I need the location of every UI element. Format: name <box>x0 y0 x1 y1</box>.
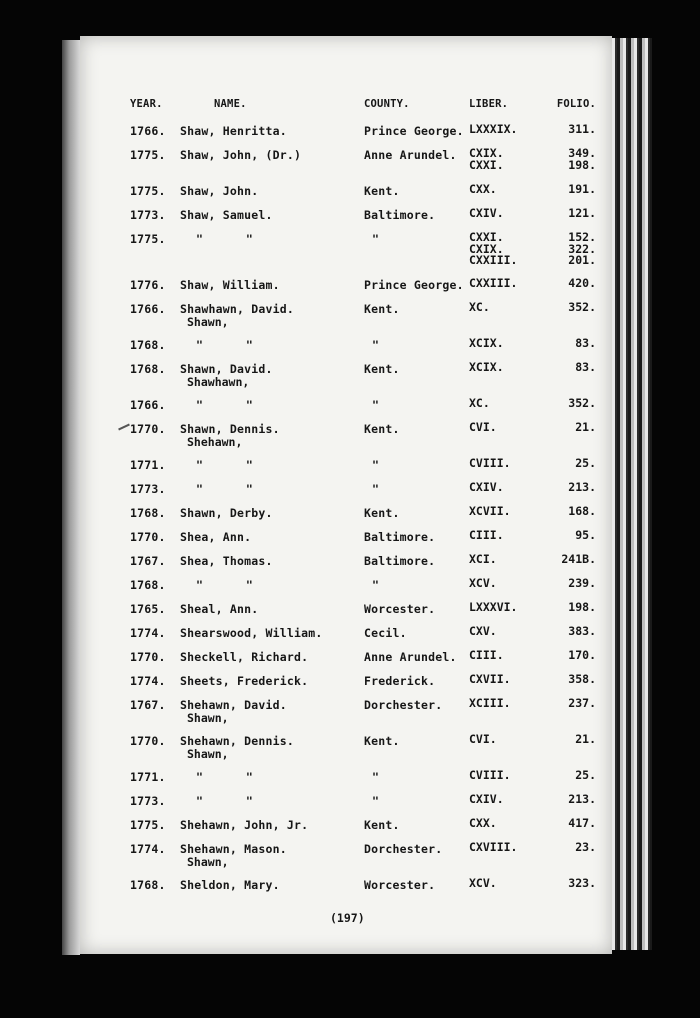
header-liber: LIBER. <box>469 98 509 110</box>
folio-value: 198. <box>568 157 596 172</box>
table-row <box>0 794 700 814</box>
folio-value: 213. <box>568 792 596 806</box>
liber-value: CVIII. <box>469 456 511 470</box>
folio-value: 25. <box>575 456 596 470</box>
entry-folio <box>568 302 596 314</box>
entry-year: 1773. <box>130 794 166 808</box>
table-row <box>0 300 700 329</box>
entry-county: Cecil. <box>364 626 407 640</box>
entry-folio <box>575 338 596 350</box>
entry-liber <box>469 698 511 710</box>
folio-value: 21. <box>575 732 596 746</box>
entry-folio <box>568 184 596 196</box>
entry-county: " <box>372 458 380 472</box>
entry-name: Shawn, Derby. <box>180 506 273 520</box>
liber-value: XCIX. <box>469 360 504 374</box>
entry-name: Shea, Ann. <box>180 530 252 544</box>
entry-name: " " <box>196 794 253 808</box>
table-row <box>0 420 700 449</box>
entry-name: Shawhawn, David. <box>180 302 294 316</box>
entry-folio <box>568 650 596 662</box>
entry-year: 1768. <box>130 578 166 592</box>
entry-name: " " <box>196 458 253 472</box>
liber-value: CXXI. <box>469 230 504 244</box>
entry-name: Shawn, Dennis. <box>180 422 280 436</box>
entry-alias: Shehawn, <box>187 435 243 449</box>
liber-value: CXIV. <box>469 480 504 494</box>
entry-liber <box>469 278 517 290</box>
entry-year: 1773. <box>130 208 166 222</box>
liber-value: CXXIII. <box>469 276 518 290</box>
entry-folio <box>568 278 596 290</box>
entry-county: Baltimore. <box>364 208 436 222</box>
entry-name: " " <box>196 232 253 246</box>
liber-value: CVI. <box>469 420 497 434</box>
table-row <box>0 458 700 478</box>
entry-name: Sheldon, Mary. <box>180 878 280 892</box>
entry-county: Frederick. <box>364 674 436 688</box>
entry-folio <box>568 602 596 614</box>
folio-value: 349. <box>568 146 596 160</box>
entry-name: " " <box>196 482 253 496</box>
entry-county: Kent. <box>364 184 400 198</box>
entry-county: Worcester. <box>364 602 436 616</box>
entry-county: Anne Arundel. <box>364 650 457 664</box>
entry-name: Shaw, William. <box>180 278 280 292</box>
folio-value: 237. <box>568 696 596 710</box>
table-row <box>0 732 700 761</box>
liber-value: CXIV. <box>469 206 504 220</box>
liber-value: XC. <box>469 396 490 410</box>
table-row <box>0 398 700 418</box>
table-row <box>0 338 700 358</box>
liber-value: CXIX. <box>469 146 504 160</box>
entry-liber <box>469 674 511 686</box>
entry-folio <box>568 794 596 806</box>
entry-year: 1775. <box>130 818 166 832</box>
entry-year: 1765. <box>130 602 166 616</box>
folio-value: 352. <box>568 396 596 410</box>
entry-year: 1774. <box>130 626 166 640</box>
entry-name: Sheckell, Richard. <box>180 650 309 664</box>
folio-value: 95. <box>575 528 596 542</box>
folio-value: 239. <box>568 576 596 590</box>
entry-year: 1776. <box>130 278 166 292</box>
liber-value: XCIX. <box>469 336 504 350</box>
entry-year: 1767. <box>130 698 166 712</box>
entry-year: 1766. <box>130 302 166 316</box>
entry-year: 1774. <box>130 842 166 856</box>
entry-county: " <box>372 770 380 784</box>
table-row <box>0 674 700 694</box>
entry-name: " " <box>196 398 253 412</box>
entry-folio <box>568 232 596 267</box>
folio-value: 213. <box>568 480 596 494</box>
entry-folio <box>568 878 596 890</box>
entry-county: " <box>372 578 380 592</box>
entry-county: " <box>372 338 380 352</box>
entry-alias: Shawn, <box>187 855 229 869</box>
entry-county: " <box>372 398 380 412</box>
table-row <box>0 230 700 267</box>
entry-county: Kent. <box>364 818 400 832</box>
folio-value: 322. <box>568 241 596 256</box>
entry-county: Dorchester. <box>364 698 443 712</box>
entry-year: 1766. <box>130 398 166 412</box>
table-row <box>0 208 700 228</box>
entry-folio <box>568 482 596 494</box>
entry-folio <box>575 362 596 374</box>
entry-alias: Shawn, <box>187 315 229 329</box>
table-row <box>0 840 700 869</box>
liber-value: CVI. <box>469 732 497 746</box>
entry-folio <box>561 554 596 566</box>
entry-county: Worcester. <box>364 878 436 892</box>
entry-liber <box>469 818 497 830</box>
liber-value: CXXIII. <box>469 253 518 267</box>
folio-value: 311. <box>568 122 596 136</box>
entry-liber <box>469 770 511 782</box>
folio-value: 83. <box>575 360 596 374</box>
entry-name: Shaw, Henritta. <box>180 124 287 138</box>
entry-year: 1771. <box>130 458 166 472</box>
folio-value: 168. <box>568 504 596 518</box>
entry-folio <box>568 578 596 590</box>
entry-county: Kent. <box>364 506 400 520</box>
entry-liber <box>469 650 504 662</box>
liber-value: LXXXVI. <box>469 600 518 614</box>
table-row <box>0 650 700 670</box>
entry-name: " " <box>196 338 253 352</box>
entry-name: Shawn, David. <box>180 362 273 376</box>
entry-year: 1775. <box>130 232 166 246</box>
table-row <box>0 818 700 838</box>
entry-name: Shaw, Samuel. <box>180 208 273 222</box>
entry-folio <box>575 458 596 470</box>
liber-value: XCVII. <box>469 504 511 518</box>
table-row <box>0 482 700 502</box>
entry-folio <box>568 148 596 171</box>
entry-liber <box>469 878 497 890</box>
entry-folio <box>568 626 596 638</box>
entry-liber <box>469 482 504 494</box>
table-row <box>0 696 700 725</box>
entry-liber <box>469 734 497 746</box>
entry-year: 1775. <box>130 148 166 162</box>
table-row <box>0 184 700 204</box>
liber-value: CVIII. <box>469 768 511 782</box>
entry-liber <box>469 842 517 854</box>
liber-value: CXVII. <box>469 672 511 686</box>
entry-liber <box>469 124 517 136</box>
entry-liber <box>469 506 511 518</box>
entry-county: Kent. <box>364 734 400 748</box>
entry-year: 1770. <box>130 422 166 436</box>
table-row <box>0 506 700 526</box>
liber-value: CXVIII. <box>469 840 518 854</box>
folio-value: 170. <box>568 648 596 662</box>
table-row <box>0 530 700 550</box>
entry-liber <box>469 554 497 566</box>
liber-value: CXX. <box>469 182 497 196</box>
entry-liber <box>469 530 504 542</box>
entry-name: " " <box>196 578 253 592</box>
liber-value: CIII. <box>469 528 504 542</box>
entry-folio <box>568 698 596 710</box>
entry-liber <box>469 794 504 806</box>
liber-value: XCI. <box>469 552 497 566</box>
entry-name: Sheets, Frederick. <box>180 674 309 688</box>
header-folio: FOLIO. <box>556 98 596 110</box>
entry-county: " <box>372 232 380 246</box>
table-row <box>0 602 700 622</box>
entry-name: Shearswood, William. <box>180 626 323 640</box>
table-row <box>0 878 700 898</box>
entry-county: Kent. <box>364 302 400 316</box>
entry-county: Dorchester. <box>364 842 443 856</box>
entry-folio <box>568 818 596 830</box>
liber-value: CXIX. <box>469 241 504 256</box>
entry-folio <box>575 734 596 746</box>
entry-alias: Shawn, <box>187 711 229 725</box>
entry-folio <box>568 674 596 686</box>
entry-county: " <box>372 482 380 496</box>
entry-year: 1768. <box>130 362 166 376</box>
entry-name: Shehawn, David. <box>180 698 287 712</box>
entry-liber <box>469 302 490 314</box>
folio-value: 25. <box>575 768 596 782</box>
entry-liber <box>469 232 517 267</box>
table-row <box>0 770 700 790</box>
folio-value: 420. <box>568 276 596 290</box>
entry-folio <box>568 398 596 410</box>
liber-value: XC. <box>469 300 490 314</box>
entry-liber <box>469 422 497 434</box>
header-name: NAME. <box>214 98 247 110</box>
entry-county: Kent. <box>364 422 400 436</box>
entry-liber <box>469 626 497 638</box>
entry-year: 1768. <box>130 506 166 520</box>
entry-folio <box>575 530 596 542</box>
liber-value: CIII. <box>469 648 504 662</box>
table-row <box>0 146 700 172</box>
table-row <box>0 554 700 574</box>
entry-year: 1770. <box>130 650 166 664</box>
folio-value: 23. <box>575 840 596 854</box>
liber-value: CXV. <box>469 624 497 638</box>
entry-name: Shehawn, Dennis. <box>180 734 294 748</box>
entry-year: 1771. <box>130 770 166 784</box>
entry-year: 1766. <box>130 124 166 138</box>
folio-value: 323. <box>568 876 596 890</box>
entry-liber <box>469 338 504 350</box>
folio-value: 198. <box>568 600 596 614</box>
entry-year: 1768. <box>130 338 166 352</box>
entry-year: 1767. <box>130 554 166 568</box>
folio-value: 121. <box>568 206 596 220</box>
folio-value: 83. <box>575 336 596 350</box>
entry-year: 1768. <box>130 878 166 892</box>
entry-county: Baltimore. <box>364 530 436 544</box>
entry-liber <box>469 208 504 220</box>
entry-name: Shaw, John, (Dr.) <box>180 148 302 162</box>
entry-name: Shea, Thomas. <box>180 554 273 568</box>
entry-county: Baltimore. <box>364 554 436 568</box>
folio-value: 383. <box>568 624 596 638</box>
entry-name: Shehawn, Mason. <box>180 842 287 856</box>
entry-liber <box>469 578 497 590</box>
entry-liber <box>469 602 517 614</box>
entry-liber <box>469 398 490 410</box>
liber-value: XCV. <box>469 576 497 590</box>
table-row <box>0 360 700 389</box>
entry-name: Sheal, Ann. <box>180 602 259 616</box>
folio-value: 358. <box>568 672 596 686</box>
liber-value: LXXXIX. <box>469 122 518 136</box>
folio-value: 152. <box>568 230 596 244</box>
entry-county: Prince George. <box>364 124 464 138</box>
entry-folio <box>575 770 596 782</box>
folio-value: 241B. <box>561 552 596 566</box>
liber-value: CXXI. <box>469 157 504 172</box>
entry-year: 1774. <box>130 674 166 688</box>
entry-county: Anne Arundel. <box>364 148 457 162</box>
entry-county: Prince George. <box>364 278 464 292</box>
folio-value: 201. <box>568 253 596 267</box>
liber-value: CXIV. <box>469 792 504 806</box>
entry-year: 1770. <box>130 734 166 748</box>
folio-value: 191. <box>568 182 596 196</box>
liber-value: XCV. <box>469 876 497 890</box>
table-row <box>0 626 700 646</box>
header-county: COUNTY. <box>364 98 410 110</box>
folio-value: 352. <box>568 300 596 314</box>
entry-folio <box>568 208 596 220</box>
folio-value: 417. <box>568 816 596 830</box>
entry-name: " " <box>196 770 253 784</box>
entry-year: 1773. <box>130 482 166 496</box>
entry-year: 1775. <box>130 184 166 198</box>
entry-alias: Shawhawn, <box>187 375 250 389</box>
liber-value: CXX. <box>469 816 497 830</box>
page-number: (197) <box>330 911 365 925</box>
entry-folio <box>575 842 596 854</box>
entry-year: 1770. <box>130 530 166 544</box>
header-year: YEAR. <box>130 98 163 110</box>
entry-name: Shehawn, John, Jr. <box>180 818 309 832</box>
entry-folio <box>568 506 596 518</box>
entry-folio <box>575 422 596 434</box>
table-row <box>0 578 700 598</box>
entry-liber <box>469 458 511 470</box>
entry-county: " <box>372 794 380 808</box>
entry-liber <box>469 362 504 374</box>
liber-value: XCIII. <box>469 696 511 710</box>
folio-value: 21. <box>575 420 596 434</box>
table-row <box>0 124 700 144</box>
entry-county: Kent. <box>364 362 400 376</box>
entry-folio <box>568 124 596 136</box>
entry-alias: Shawn, <box>187 747 229 761</box>
entry-liber <box>469 184 497 196</box>
table-row <box>0 278 700 298</box>
entry-liber <box>469 148 504 171</box>
entry-name: Shaw, John. <box>180 184 259 198</box>
